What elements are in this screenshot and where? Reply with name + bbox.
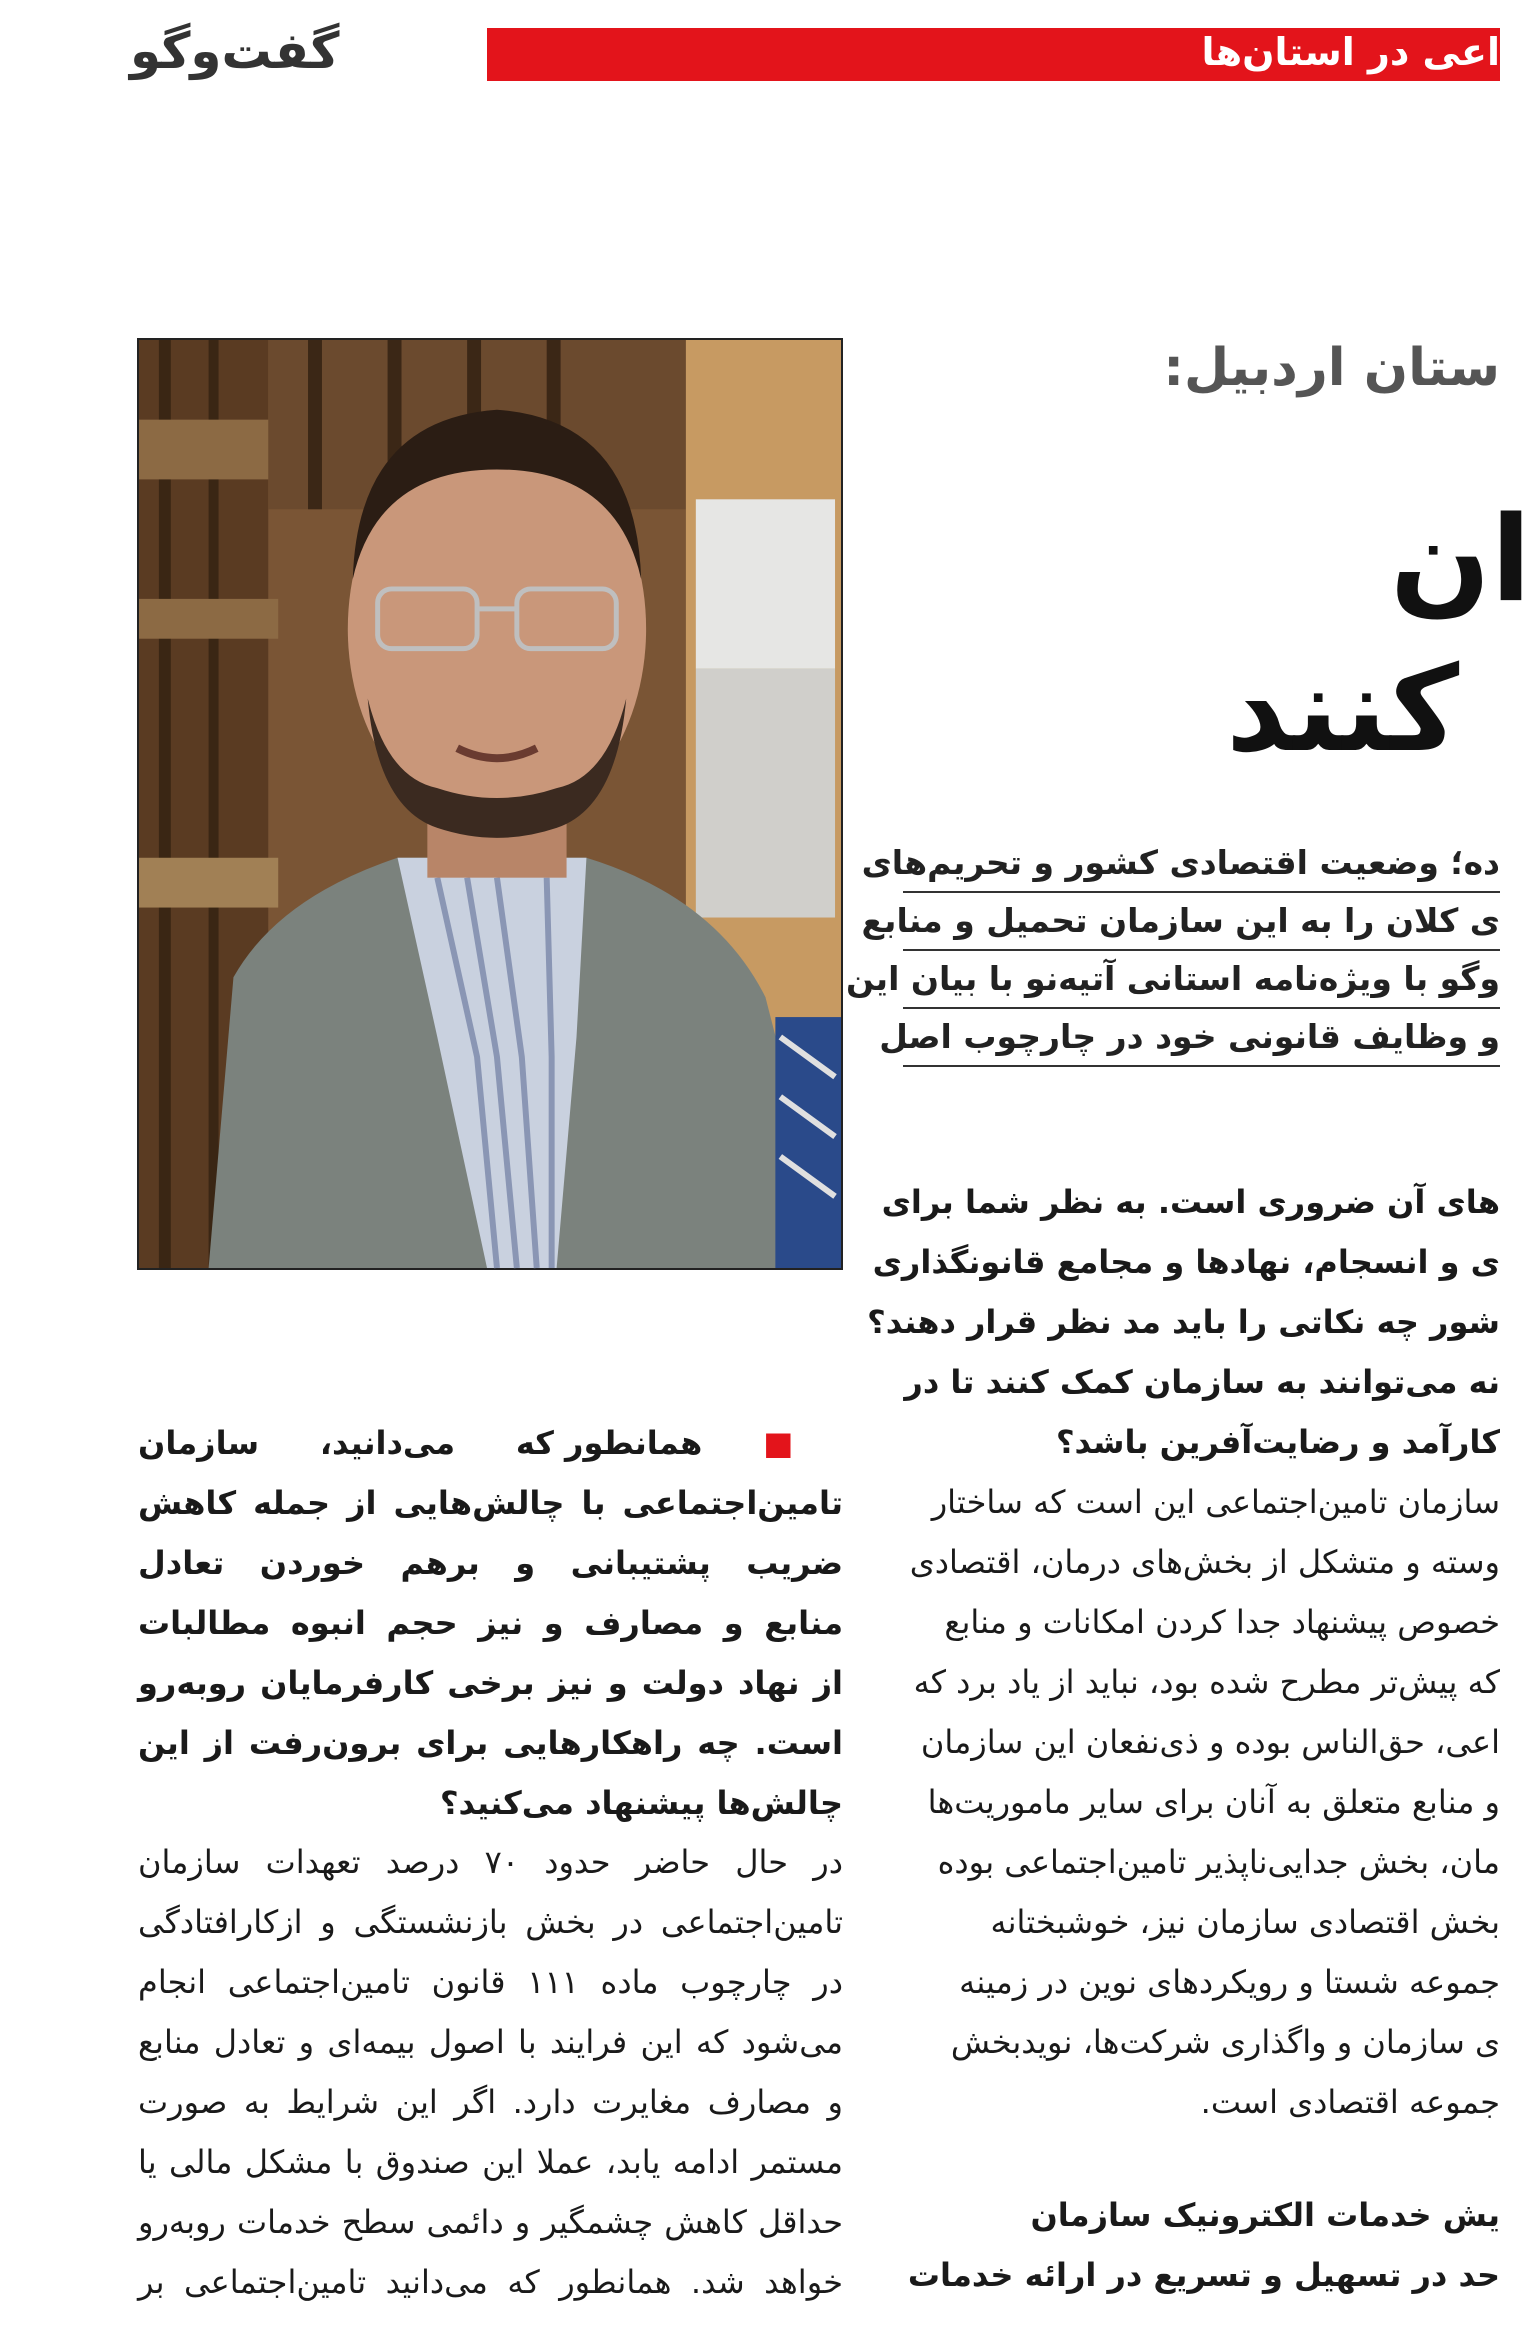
body-line: مان، بخش جدایی‌ناپذیر تامین‌اجتماعی بوده bbox=[937, 1843, 1500, 1881]
right-column-continued bbox=[903, 2185, 1500, 2305]
body-line: ی و انسجام، نهادها و مجامع قانونگذاری bbox=[872, 1243, 1500, 1281]
interview-question bbox=[138, 1413, 843, 1833]
question-line-text: همانطور که می‌دانید، سازمان bbox=[138, 1424, 703, 1462]
body-line: بخش اقتصادی سازمان نیز، خوشبختانه bbox=[990, 1903, 1500, 1941]
body-line: شور چه نکاتی را باید مد نظر قرار دهند؟ bbox=[867, 1303, 1500, 1341]
body-line: اعی، حق‌الناس بوده و ذی‌نفعان این سازمان bbox=[920, 1723, 1500, 1761]
question-line: چالش‌ها پیشنهاد می‌کنید؟ bbox=[439, 1784, 843, 1822]
body-line: جموعه اقتصادی است. bbox=[1200, 2083, 1500, 2121]
question-line: تامین‌اجتماعی با چالش‌هایی از جمله کاهش bbox=[138, 1484, 843, 1522]
right-column bbox=[867, 1172, 1500, 2132]
article-kicker: ستان اردبیل: bbox=[1163, 338, 1500, 398]
answer-line: خواهد شد. همانطور که می‌دانید تامین‌اجتماعی بر bbox=[138, 2263, 843, 2301]
body-line: یش خدمات الکترونیک سازمان bbox=[1030, 2196, 1500, 2234]
question-line: از نهاد دولت و نیز برخی کارفرمایان روبه‌رو bbox=[138, 1664, 843, 1702]
body-line: ی سازمان و واگذاری شرکت‌ها، نویدبخش bbox=[950, 2023, 1500, 2061]
question-line: است. چه راهکارهایی برای برون‌رفت از این bbox=[138, 1724, 843, 1762]
portrait-illustration bbox=[139, 340, 841, 1268]
body-line: و منابع متعلق به آنان برای سایر ماموریت‌ها bbox=[927, 1783, 1500, 1821]
body-line: کارآمد و رضایت‌آفرین باشد؟ bbox=[1055, 1423, 1500, 1461]
question-line bbox=[138, 1413, 843, 1473]
answer-line: می‌شود که این فرایند با اصول بیمه‌ای و تعادل منابع bbox=[138, 2023, 843, 2061]
interview-answer bbox=[138, 1832, 843, 2312]
lead-line: و وظایف قانونی خود در چارچوب اصل bbox=[903, 1009, 1500, 1067]
body-line: جموعه شستا و رویکردهای نوین در زمینه bbox=[959, 1963, 1500, 2001]
section-header-bar bbox=[487, 28, 1500, 81]
lead-line: ی کلان را به این سازمان تحمیل و منابع bbox=[903, 893, 1500, 951]
body-line: حد در تسهیل و تسریع در ارائه خدمات bbox=[907, 2256, 1500, 2294]
question-line: منابع و مصارف و نیز حجم انبوه مطالبات bbox=[138, 1604, 843, 1642]
lead-line: ده؛ وضعیت اقتصادی کشور و تحریم‌های bbox=[903, 835, 1500, 893]
body-line: خصوص پیشنهاد جدا کردن امکانات و منابع bbox=[944, 1603, 1500, 1641]
body-line: های آن ضروری است. به نظر شما برای bbox=[881, 1183, 1500, 1221]
question-line: ضریب پشتیبانی و برهم خوردن تعادل bbox=[138, 1544, 843, 1582]
section-label: گفت‌وگو bbox=[130, 22, 340, 80]
headline-line-1: ان bbox=[1390, 490, 1531, 628]
answer-line: در حال حاضر حدود ۷۰ درصد تعهدات سازمان bbox=[138, 1843, 844, 1881]
answer-line: تامین‌اجتماعی در بخش بازنشستگی و ازکارافتادگی bbox=[138, 1903, 843, 1941]
body-line: نه می‌توانند به سازمان کمک کنند تا در bbox=[904, 1363, 1500, 1401]
answer-line: حداقل کاهش چشمگیر و دائمی سطح خدمات روبه‌رو bbox=[138, 2203, 843, 2241]
question-bullet-icon: ■ bbox=[763, 1424, 844, 1462]
article-lead bbox=[845, 835, 1500, 1067]
section-header-text: اعی در استان‌ها bbox=[1201, 30, 1500, 74]
body-line: که پیش‌تر مطرح شده بود، نباید از یاد برد که bbox=[913, 1663, 1500, 1701]
body-line: سازمان تامین‌اجتماعی این است که ساختار bbox=[931, 1483, 1500, 1521]
answer-line: در چارچوب ماده ۱۱۱ قانون تامین‌اجتماعی انجام bbox=[138, 1963, 843, 2001]
body-line: وسته و متشکل از بخش‌های درمان، اقتصادی bbox=[909, 1543, 1500, 1581]
lead-line: وگو با ویژه‌نامه استانی آتیه‌نو با بیان این bbox=[903, 951, 1500, 1009]
answer-line: و مصارف مغایرت دارد. اگر این شرایط به صورت bbox=[138, 2083, 843, 2121]
headline-line-2: کنند bbox=[1226, 640, 1460, 778]
answer-line: مستمر ادامه یابد، عملا این صندوق با مشکل مالی یا bbox=[138, 2143, 843, 2181]
interview-photo bbox=[137, 338, 843, 1270]
